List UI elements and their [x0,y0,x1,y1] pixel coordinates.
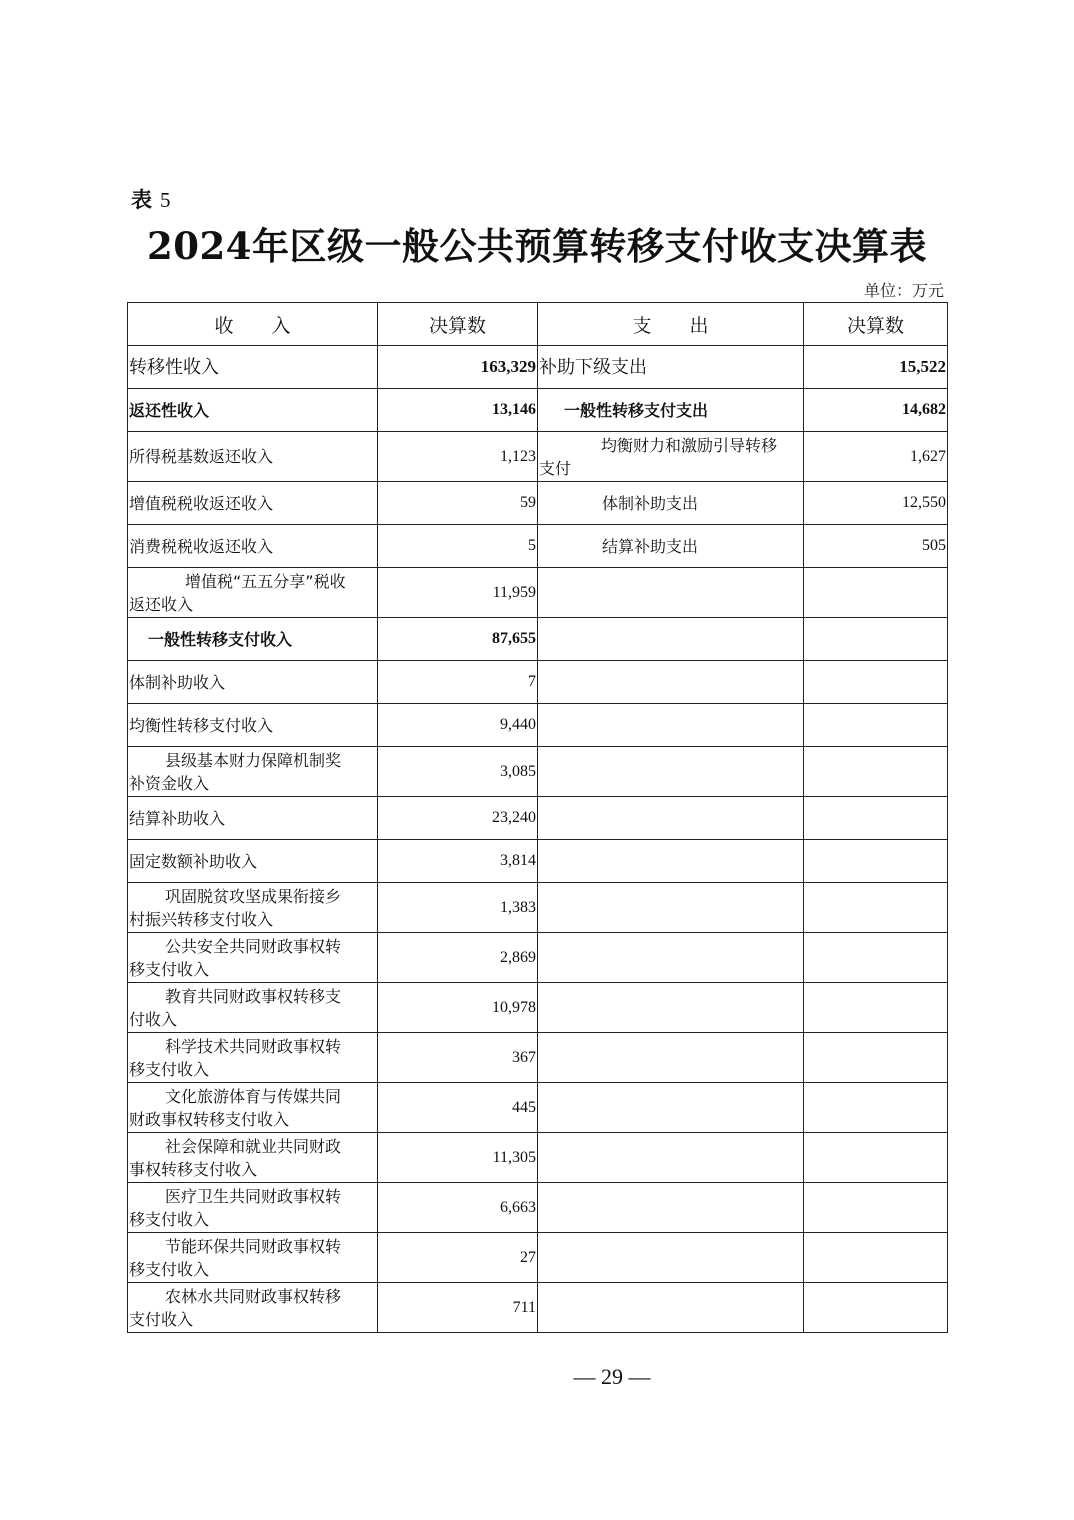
expense-amount [804,661,948,704]
income-item: 节能环保共同财政事权转 移支付收入 [128,1233,378,1283]
expense-amount [804,1133,948,1183]
table-row [128,1083,948,1133]
expense-item [538,1033,804,1083]
expense-item: 结算补助支出 [538,525,804,568]
table-row [128,1033,948,1083]
income-amount: 163,329 [378,346,538,389]
column-header-income: 收 入 [128,303,378,346]
income-amount: 13,146 [378,389,538,432]
table-row [128,432,948,482]
transfer-payment-table [127,302,948,1333]
income-amount: 87,655 [378,618,538,661]
expense-item [538,933,804,983]
income-amount: 11,305 [378,1133,538,1183]
income-item: 返还性收入 [128,389,378,432]
column-header-expense: 支 出 [538,303,804,346]
table-row [128,1183,948,1233]
income-item: 体制补助收入 [128,661,378,704]
income-item: 科学技术共同财政事权转 移支付收入 [128,1033,378,1083]
expense-item [538,618,804,661]
expense-item [538,747,804,797]
table-row [128,933,948,983]
income-amount: 59 [378,482,538,525]
expense-amount [804,840,948,883]
table-row [128,797,948,840]
income-amount: 27 [378,1233,538,1283]
income-item: 消费税税收返还收入 [128,525,378,568]
expense-amount: 505 [804,525,948,568]
table-header-row [128,303,948,346]
income-amount: 6,663 [378,1183,538,1233]
income-item: 一般性转移支付收入 [128,618,378,661]
income-amount: 10,978 [378,983,538,1033]
income-amount: 367 [378,1033,538,1083]
income-amount: 7 [378,661,538,704]
table-row [128,1233,948,1283]
income-item: 结算补助收入 [128,797,378,840]
table-row [128,482,948,525]
expense-item [538,1083,804,1133]
income-item: 农林水共同财政事权转移 支付收入 [128,1283,378,1333]
income-item: 公共安全共同财政事权转 移支付收入 [128,933,378,983]
expense-item [538,1133,804,1183]
expense-amount [804,797,948,840]
table-row [128,1283,948,1333]
income-item: 增值税税收返还收入 [128,482,378,525]
expense-amount [804,983,948,1033]
expense-item: 一般性转移支付支出 [538,389,804,432]
table-row [128,346,948,389]
income-item: 转移性收入 [128,346,378,389]
table-row [128,389,948,432]
expense-item [538,1283,804,1333]
income-item: 医疗卫生共同财政事权转 移支付收入 [128,1183,378,1233]
expense-amount [804,747,948,797]
expense-amount [804,1083,948,1133]
expense-item: 体制补助支出 [538,482,804,525]
income-amount: 3,814 [378,840,538,883]
expense-item [538,883,804,933]
income-item: 增值税“五五分享”税收 返还收入 [128,568,378,618]
expense-item [538,1233,804,1283]
income-amount: 3,085 [378,747,538,797]
income-item: 巩固脱贫攻坚成果衔接乡 村振兴转移支付收入 [128,883,378,933]
expense-amount: 15,522 [804,346,948,389]
expense-item [538,568,804,618]
table-row [128,704,948,747]
unit-note: 单位：万元 [863,281,944,300]
income-amount: 11,959 [378,568,538,618]
expense-amount [804,1033,948,1083]
table-row [128,661,948,704]
expense-item [538,840,804,883]
expense-item [538,797,804,840]
column-header-expense-amount: 决算数 [804,303,948,346]
expense-amount [804,933,948,983]
expense-amount [804,618,948,661]
income-item: 所得税基数返还收入 [128,432,378,482]
expense-amount [804,704,948,747]
table-row [128,1133,948,1183]
table-row [128,747,948,797]
table-row [128,883,948,933]
table-row [128,983,948,1033]
table-number: 5 [160,188,171,212]
income-item: 固定数额补助收入 [128,840,378,883]
expense-amount [804,1233,948,1283]
column-header-income-amount: 决算数 [378,303,538,346]
income-item: 教育共同财政事权转移支 付收入 [128,983,378,1033]
expense-amount [804,1283,948,1333]
table-row [128,840,948,883]
income-amount: 711 [378,1283,538,1333]
expense-amount: 1,627 [804,432,948,482]
income-amount: 445 [378,1083,538,1133]
income-amount: 5 [378,525,538,568]
income-item: 文化旅游体育与传媒共同 财政事权转移支付收入 [128,1083,378,1133]
page-number: — 29 — [573,1364,651,1389]
table-label: 表 5 [131,188,171,212]
expense-item: 补助下级支出 [538,346,804,389]
expense-item [538,704,804,747]
expense-amount [804,1183,948,1233]
table-row [128,618,948,661]
expense-item [538,661,804,704]
table-row [128,568,948,618]
expense-amount: 14,682 [804,389,948,432]
income-item: 社会保障和就业共同财政 事权转移支付收入 [128,1133,378,1183]
income-amount: 2,869 [378,933,538,983]
expense-amount [804,883,948,933]
expense-item [538,983,804,1033]
income-item: 县级基本财力保障机制奖 补资金收入 [128,747,378,797]
expense-amount [804,568,948,618]
income-amount: 1,383 [378,883,538,933]
expense-item [538,1183,804,1233]
income-amount: 23,240 [378,797,538,840]
income-item: 均衡性转移支付收入 [128,704,378,747]
expense-item: 均衡财力和激励引导转移 支付 [538,432,804,482]
table-row [128,525,948,568]
income-amount: 9,440 [378,704,538,747]
expense-amount: 12,550 [804,482,948,525]
income-amount: 1,123 [378,432,538,482]
document-title: 2024年区级一般公共预算转移支付收支决算表 [147,224,927,268]
